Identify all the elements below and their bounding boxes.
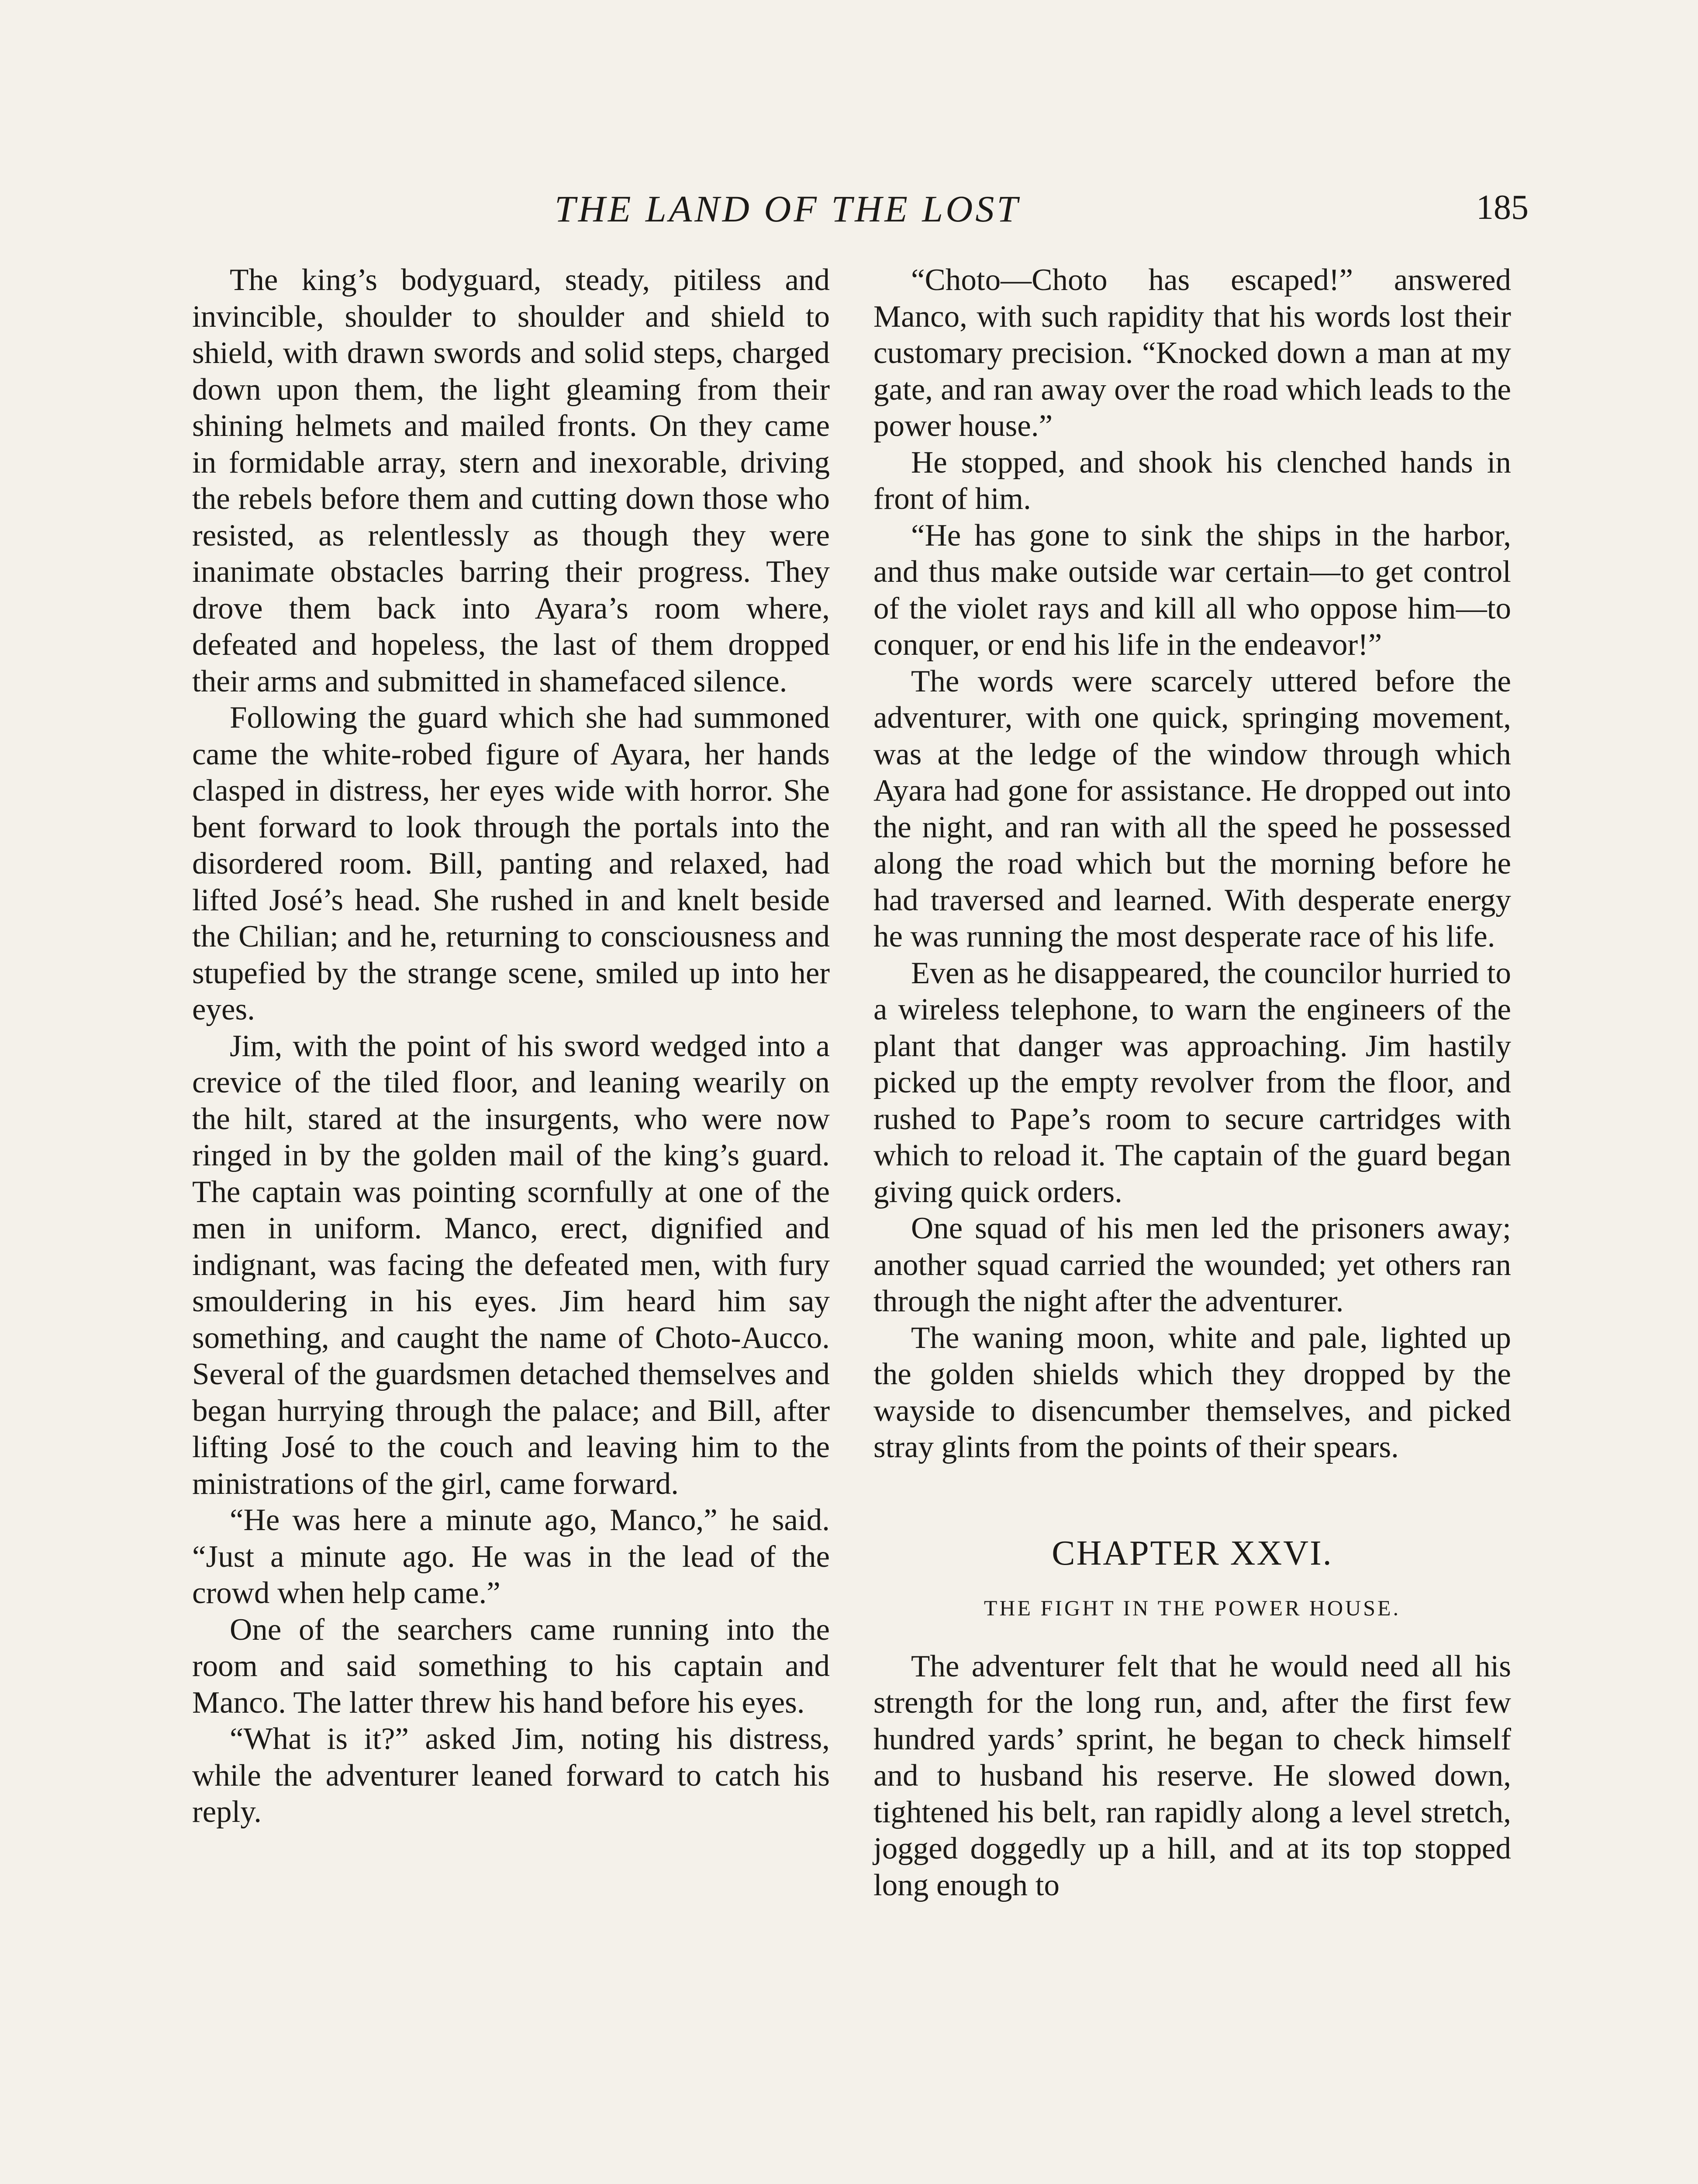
paragraph: One of the searchers came running into the room and said something to his captain and Manco. The latter threw his hand before his eyes. <box>192 1612 830 1720</box>
paragraph: “What is it?” asked Jim, noting his distress, while the adventurer leaned forward to catch his reply. <box>192 1722 830 1829</box>
paragraph: Following the guard which she had summoned came the white-robed figure of Ayara, her hands clasped in distress, her eyes wide with horror. She bent forward to look through the portals into the disordered room. Bill, panting and relaxed, had lifted José’s head. She rushed in and knelt beside the Chilian; and he, returning to consciousness and stupefied by the strange scene, smiled up into her eyes. <box>192 701 830 1026</box>
paragraph: Jim, with the point of his sword wedged into a crevice of the tiled floor, and leaning wearily on the hilt, stared at the insurgents, who were now ringed in by the golden mail of the king’s guard. The captain was pointing scornfully at one of the men in uniform. Manco, erect, dignified and indignant, was facing the defeated men, with fury smouldering in his eyes. Jim heard him say something, and caught the name of Choto-Aucco. Several of the guardsmen detached themselves and began hurrying through the palace; and Bill, after lifting José to the couch and leaving him to the ministrations of the girl, came forward. <box>192 1029 830 1501</box>
paragraph: The waning moon, white and pale, lighted up the golden shields which they dropped by the wayside to disencumber themselves, and picked stray glints from the points of their spears. <box>873 1320 1511 1464</box>
chapter-title: CHAPTER XXVI. <box>1052 1534 1333 1572</box>
paragraph: Even as he disappeared, the councilor hurried to a wireless telephone, to warn the engineers of the plant that danger was approaching. Jim hastily picked up the empty revolver from the floor, and rushed to Pape’s room to secure cartridges with which to reload it. The captain of the guard began giving quick orders. <box>873 956 1511 1209</box>
left-column <box>192 262 830 1831</box>
right-column <box>873 262 1511 1904</box>
paragraph: “Choto—Choto has escaped!” answered Manco, with such rapidity that his words lost their customary precision. “Knocked down a man at my gate, and ran away over the road which leads to the power house.” <box>873 263 1511 443</box>
paragraph: “He has gone to sink the ships in the harbor, and thus make outside war certain—to get control of the violet rays and kill all who oppose him—to conquer, or end his life in the endeavor!” <box>873 518 1511 662</box>
paragraph: The adventurer felt that he would need all his strength for the long run, and, after the first few hundred yards’ sprint, he began to check himself and to husband his reserve. He slowed down, tightened his belt, ran rapidly along a level stretch, jogged doggedly up a hill, and at its top stopped long enough to <box>873 1649 1511 1902</box>
chapter-subtitle: THE FIGHT IN THE POWER HOUSE. <box>984 1595 1401 1620</box>
paragraph: One squad of his men led the prisoners away; another squad carried the wounded; yet others ran through the night after the adventurer. <box>873 1211 1511 1318</box>
paragraph: He stopped, and shook his clenched hands in front of him. <box>873 445 1511 516</box>
page-number: 185 <box>1476 188 1529 227</box>
paragraph: The words were scarcely uttered before the adventurer, with one quick, springing movement, was at the ledge of the window through which Ayara had gone for assistance. He dropped out into the night, and ran with all the speed he possessed along the road which but the morning before he had traversed and learned. With desperate energy he was running the most desperate race of his life. <box>873 664 1511 954</box>
paragraph: “He was here a minute ago, Manco,” he said. “Just a minute ago. He was in the lead of the crowd when help came.” <box>192 1503 830 1610</box>
paragraph: The king’s bodyguard, steady, pitiless and invincible, shoulder to shoulder and shield to shield, with drawn swords and solid steps, charged down upon them, the light gleaming from their shining helmets and mailed fronts. On they came in formidable array, stern and inexorable, driving the rebels before them and cutting down those who resisted, as relentlessly as though they were inanimate obstacles barring their progress. They drove them back into Ayara’s room where, defeated and hopeless, the last of them dropped their arms and submitted in shamefaced silence. <box>192 263 830 698</box>
running-title: THE LAND OF THE LOST <box>555 188 1021 230</box>
